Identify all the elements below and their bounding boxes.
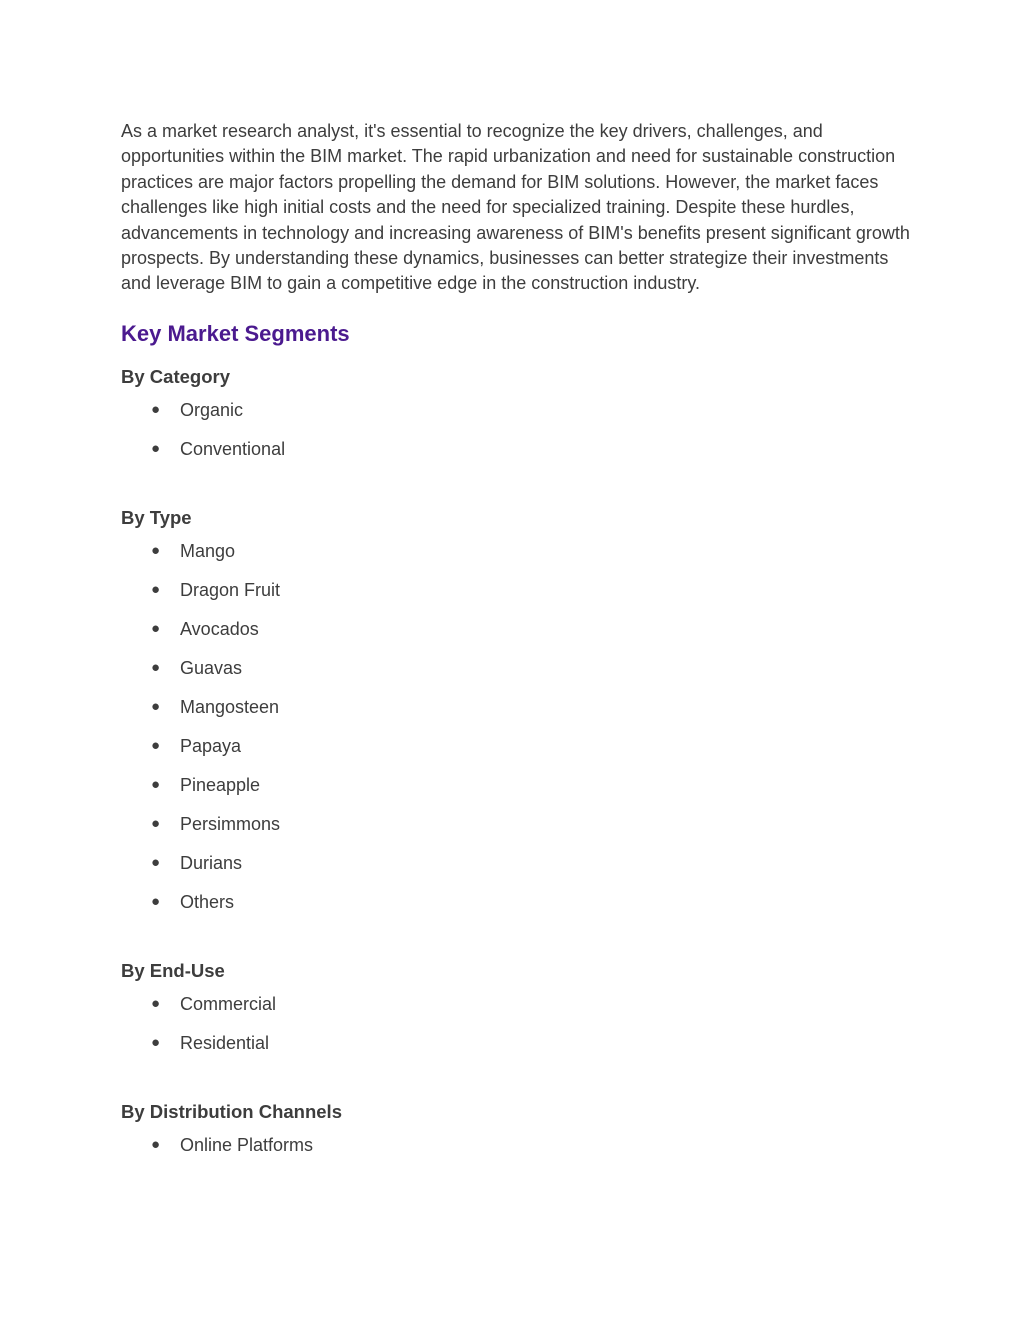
list-item <box>121 577 911 616</box>
list-item-label: Pineapple <box>180 774 261 795</box>
list-item <box>121 616 911 655</box>
list-item-label: Organic <box>180 399 244 420</box>
bullet-icon: ● <box>151 541 161 559</box>
bullet-icon: ● <box>151 439 161 457</box>
segment-group-title: By Type <box>121 506 192 528</box>
intro-paragraph: As a market research analyst, it's essential to recognize the key drivers, challenges, and opportunities within the BIM market. The rapid urbanization and need for sustainable construction practices are major factors propelling the demand for BIM solutions. However, the market faces challenges like high initial costs and the need for specialized training. Despite these hurdles, advancements in technology and increasing awareness of BIM's benefits present significant growth prospects. By understanding these dynamics, businesses can better strategize their investments and leverage BIM to gain a competitive edge in the construction industry. <box>121 121 910 294</box>
list-item <box>121 1030 911 1069</box>
list-item-label: Papaya <box>180 735 242 756</box>
list-item-label: Avocados <box>180 618 259 639</box>
bullet-icon: ● <box>151 1033 161 1051</box>
bullet-icon: ● <box>151 994 161 1012</box>
segment-list <box>121 1132 911 1171</box>
list-item-label: Conventional <box>180 438 286 459</box>
segment-list <box>121 538 911 928</box>
segment-group-type <box>121 505 911 928</box>
list-item <box>121 397 911 436</box>
segment-group-title: By Distribution Channels <box>121 1100 342 1122</box>
list-item <box>121 850 911 889</box>
bullet-icon: ● <box>151 892 161 910</box>
segment-list <box>121 991 911 1069</box>
list-item <box>121 538 911 577</box>
list-item-label: Online Platforms <box>180 1134 314 1155</box>
list-item <box>121 772 911 811</box>
bullet-icon: ● <box>151 400 161 418</box>
bullet-icon: ● <box>151 1135 161 1153</box>
list-item <box>121 1132 911 1171</box>
bullet-icon: ● <box>151 580 161 598</box>
list-item-label: Dragon Fruit <box>180 579 281 600</box>
bullet-icon: ● <box>151 697 161 715</box>
segment-group-category <box>121 364 911 475</box>
segment-list <box>121 397 911 475</box>
list-item <box>121 655 911 694</box>
segment-group-title: By End-Use <box>121 959 225 981</box>
list-item-label: Durians <box>180 852 243 873</box>
bullet-icon: ● <box>151 775 161 793</box>
list-item-label: Guavas <box>180 657 243 678</box>
list-item-label: Persimmons <box>180 813 281 834</box>
segment-group-distribution-channels <box>121 1099 911 1171</box>
document-page <box>121 119 911 1171</box>
list-item <box>121 436 911 475</box>
list-item-label: Mango <box>180 540 236 561</box>
segment-group-end-use <box>121 958 911 1069</box>
list-item-label: Commercial <box>180 993 277 1014</box>
bullet-icon: ● <box>151 814 161 832</box>
bullet-icon: ● <box>151 619 161 637</box>
list-item-label: Residential <box>180 1032 270 1053</box>
list-item <box>121 811 911 850</box>
bullet-icon: ● <box>151 853 161 871</box>
bullet-icon: ● <box>151 736 161 754</box>
list-item-label: Mangosteen <box>180 696 280 717</box>
list-item <box>121 694 911 733</box>
bullet-icon: ● <box>151 658 161 676</box>
list-item <box>121 733 911 772</box>
segment-group-title: By Category <box>121 365 230 387</box>
list-item-label: Others <box>180 891 235 912</box>
list-item <box>121 889 911 928</box>
key-market-segments-heading: Key Market Segments <box>121 320 350 346</box>
list-item <box>121 991 911 1030</box>
